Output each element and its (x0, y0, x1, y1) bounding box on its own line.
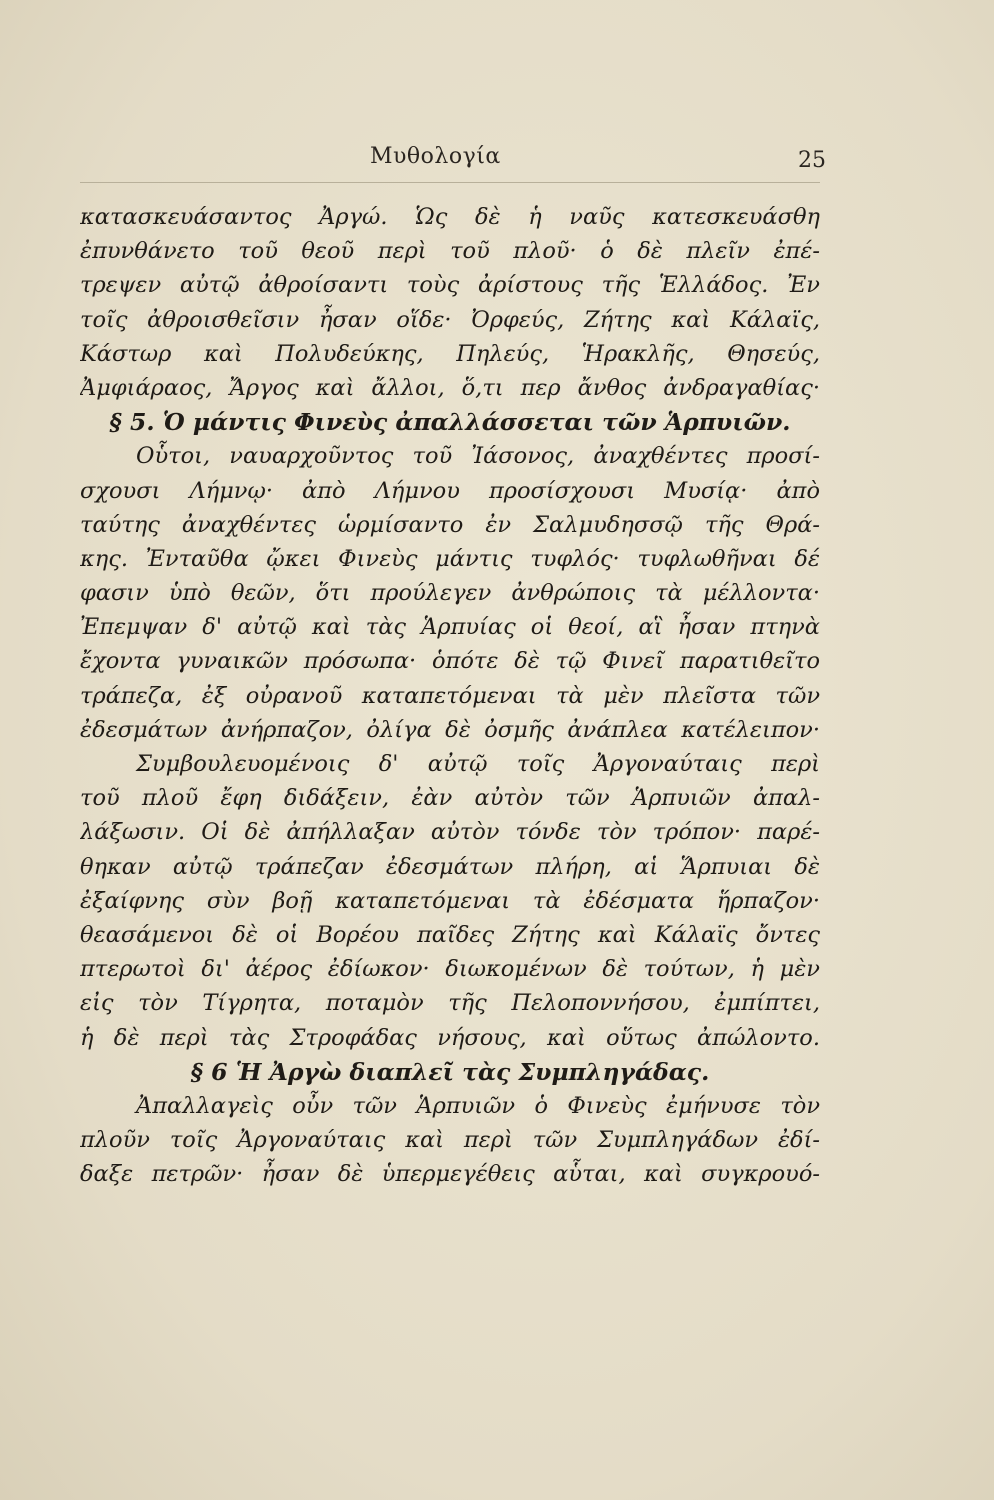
text-line: λάξωσιν. Οἱ δὲ ἀπήλλαξαν αὐτὸν τόνδε τὸν τρόπον· παρέ- (80, 819, 820, 846)
text-line: τρεψεν αὐτῷ ἀθροίσαντι τοὺς ἀρίστους τῆς Ἑλλάδος. Ἐν (80, 272, 820, 299)
text-line: Κάστωρ καὶ Πολυδεύκης, Πηλεύς, Ἡρακλῆς, Θησεύς, (80, 340, 820, 367)
text-line: ταύτης ἀναχθέντες ὡρμίσαντο ἐν Σαλμυδησσῷ τῆς Θρά- (80, 511, 820, 538)
text-line: δαξε πετρῶν· ἦσαν δὲ ὑπερμεγέθεις αὗται, καὶ συγκρουό- (80, 1161, 820, 1188)
text-line: τοῦ πλοῦ ἔφη διδάξειν, ἐὰν αὐτὸν τῶν Ἁρπυιῶν ἀπαλ- (80, 785, 820, 812)
page-number: 25 (798, 148, 826, 173)
text-line: θηκαν αὐτῷ τράπεζαν ἐδεσμάτων πλήρη, αἱ Ἅρπυιαι δὲ (80, 853, 820, 880)
text-line: ἡ δὲ περὶ τὰς Στροφάδας νήσους, καὶ οὕτως ἀπώλοντο. (80, 1024, 820, 1051)
text-line: πλοῦν τοῖς Ἀργοναύταις καὶ περὶ τῶν Συμπληγάδων ἐδί- (80, 1127, 820, 1154)
text-line: Οὗτοι, ναυαρχοῦντος τοῦ Ἰάσονος, ἀναχθέντες προσί- (136, 443, 820, 470)
running-title: Μυθολογία (370, 144, 501, 169)
text-line: ἐξαίφνης σὺν βοῇ καταπετόμεναι τὰ ἐδέσματα ἥρπαζον· (80, 887, 820, 914)
text-line: ἐδεσμάτων ἀνήρπαζον, ὀλίγα δὲ ὀσμῆς ἀνάπλεα κατέλειπον· (80, 716, 820, 743)
section-heading: § 6 Ἡ Ἀργὼ διαπλεῖ τὰς Συμπληγάδας. (190, 1057, 710, 1086)
text-line: τοῖς ἀθροισθεῖσιν ἦσαν οἵδε· Ὀρφεύς, Ζήτης καὶ Κάλαϊς, (80, 306, 820, 333)
text-line: Ἐπεμψαν δ' αὐτῷ καὶ τὰς Ἁρπυίας οἱ θεοί, αἳ ἦσαν πτηνὰ (80, 614, 820, 641)
text-line: φασιν ὑπὸ θεῶν, ὅτι προύλεγεν ἀνθρώποις τὰ μέλλοντα· (80, 580, 820, 607)
text-line: Συμβουλευομένοις δ' αὐτῷ τοῖς Ἀργοναύταις περὶ (136, 751, 820, 777)
text-line: ἔχοντα γυναικῶν πρόσωπα· ὁπότε δὲ τῷ Φινεῖ παρατιθεῖτο (80, 648, 820, 675)
header-rule (80, 182, 820, 183)
text-line: τράπεζα, ἐξ οὐρανοῦ καταπετόμεναι τὰ μὲν πλεῖστα τῶν (80, 682, 820, 709)
text-line: ἐπυνθάνετο τοῦ θεοῦ περὶ τοῦ πλοῦ· ὁ δὲ πλεῖν ἐπέ- (80, 238, 820, 265)
text-line: κης. Ἐνταῦθα ᾤκει Φινεὺς μάντις τυφλός· τυφλωθῆναι δέ (80, 545, 820, 572)
text-line: Ἀπαλλαγεὶς οὖν τῶν Ἁρπυιῶν ὁ Φινεὺς ἐμήνυσε τὸν (136, 1092, 820, 1119)
text-line: σχουσι Λήμνῳ· ἀπὸ Λήμνου προσίσχουσι Μυσίᾳ· ἀπὸ (80, 477, 820, 504)
text-line: θεασάμενοι δὲ οἱ Βορέου παῖδες Ζήτης καὶ Κάλαϊς ὄντες (80, 921, 820, 948)
text-line: πτερωτοὶ δι' ἀέρος ἐδίωκον· διωκομένων δὲ τούτων, ἡ μὲν (80, 956, 820, 983)
section-heading: § 5. Ὁ μάντις Φινεὺς ἀπαλλάσσεται τῶν Ἁρπυιῶν. (109, 408, 791, 437)
text-line: Ἀμφιάραος, Ἄργος καὶ ἄλλοι, ὅ,τι περ ἄνθος ἀνδραγαθίας· (80, 374, 820, 401)
text-line: εἰς τὸν Τίγρητα, ποταμὸν τῆς Πελοποννήσου, ἐμπίπτει, (80, 990, 820, 1017)
text-line: κατασκευάσαντος Ἀργώ. Ὡς δὲ ἡ ναῦς κατεσκευάσθη (80, 204, 820, 230)
body-text (80, 200, 820, 1191)
page-header (80, 140, 826, 180)
